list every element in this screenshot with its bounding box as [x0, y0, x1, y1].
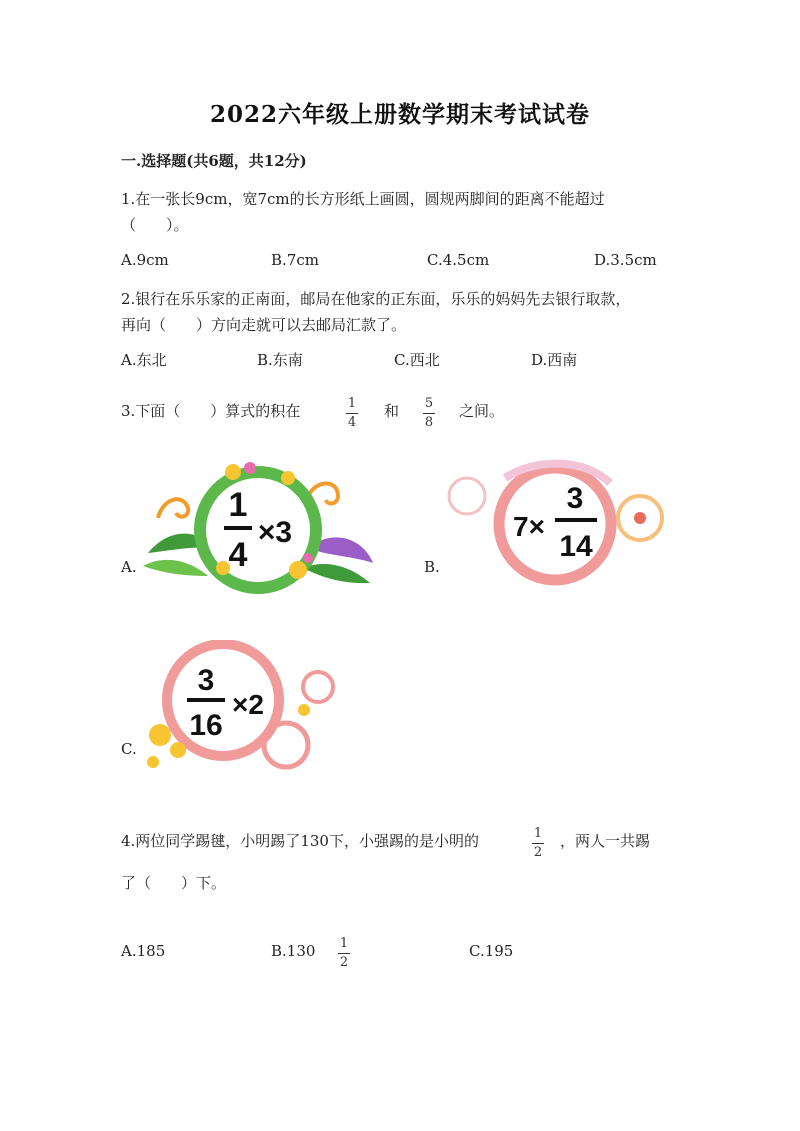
- swirl-shape: [158, 499, 188, 518]
- q4-option-b-fraction-numerator: 1: [339, 936, 349, 951]
- flower-shape: [244, 462, 256, 474]
- q3-fraction-2-denominator: 8: [424, 415, 434, 430]
- fraction-bar: [338, 953, 350, 954]
- fraction-bar: [224, 526, 252, 530]
- small-ring: [449, 478, 485, 514]
- q4-fraction: [532, 826, 544, 861]
- q3-option-c-label: C.: [121, 740, 137, 758]
- option-b-lead: 7×: [513, 511, 545, 542]
- q1-option-d: D.3.5cm: [594, 251, 657, 269]
- question-3-mid: 和: [384, 402, 400, 420]
- q3-fraction-1-numerator: 1: [347, 396, 357, 411]
- q1-option-a: A.9cm: [121, 251, 169, 269]
- question-2-line1: 2.银行在乐乐家的正南面，邮局在他家的正东面，乐乐的妈妈先去银行取款，: [121, 290, 631, 308]
- question-1: [121, 186, 605, 238]
- q3-option-a-label: A.: [121, 558, 137, 576]
- q2-option-b: B.东南: [257, 351, 303, 369]
- question-3-prefix: 3.下面（ ）算式的积在: [121, 402, 301, 420]
- q2-option-c: C.西北: [394, 351, 440, 369]
- option-c-denominator: 16: [189, 709, 223, 742]
- option-a-numerator: 1: [228, 486, 248, 524]
- flower-shape: [289, 561, 307, 579]
- flower-shape: [225, 464, 241, 480]
- q3-option-c-image: [138, 640, 348, 780]
- question-3-suffix: 之间。: [459, 402, 505, 420]
- flower-shape: [303, 553, 313, 563]
- option-c-numerator: 3: [197, 664, 215, 697]
- q3-option-b-label: B.: [424, 558, 440, 576]
- leaf-shape: [303, 564, 370, 583]
- section-heading: 一.选择题(共6题，共12分): [121, 152, 307, 170]
- q3-option-b-image: [445, 458, 675, 588]
- flower-shape: [149, 724, 171, 746]
- q3-fraction-2-numerator: 5: [424, 396, 434, 411]
- fraction-bar: [346, 413, 358, 414]
- fraction-bar: [423, 413, 435, 414]
- q3-fraction-1: [346, 396, 358, 431]
- question-4-line2: 了（ ）下。: [121, 874, 227, 892]
- leaf-shape: [143, 560, 208, 576]
- question-1-line2: （ ）。: [121, 216, 189, 234]
- page-title: 2022六年级上册数学期末考试试卷: [209, 101, 590, 128]
- q2-option-a: A.东北: [121, 351, 167, 369]
- question-1-line1: 1.在一张长9cm，宽7cm的长方形纸上画圆，圆规两脚间的距离不能超过: [121, 190, 605, 208]
- q3-option-a-image: [138, 458, 378, 598]
- option-a-denominator: 4: [228, 536, 248, 574]
- flower-shape: [147, 756, 159, 768]
- fraction-bar: [555, 518, 597, 522]
- q4-option-b: B.130: [271, 942, 316, 960]
- q3-fraction-1-denominator: 4: [347, 415, 357, 430]
- q4-option-b-fraction-denominator: 2: [339, 955, 349, 970]
- small-ring: [303, 672, 333, 702]
- question-4-line1-end: ，两人一共踢: [560, 832, 651, 850]
- question-2-line2: 再向（ ）方向走就可以去邮局汇款了。: [121, 316, 407, 334]
- flower-shape: [281, 471, 295, 485]
- flower-shape: [170, 742, 186, 758]
- q4-option-c: C.195: [469, 942, 514, 960]
- q4-fraction-denominator: 2: [533, 845, 543, 860]
- q4-option-a: A.185: [121, 942, 166, 960]
- q1-option-b: B.7cm: [271, 251, 319, 269]
- fraction-bar: [532, 843, 544, 844]
- q4-option-b-fraction: [338, 936, 350, 971]
- fraction-bar: [187, 698, 225, 702]
- q4-fraction-numerator: 1: [533, 826, 543, 841]
- flower-shape: [298, 704, 310, 716]
- option-a-operator: ×3: [257, 516, 293, 549]
- option-c-operator: ×2: [232, 689, 264, 720]
- q3-fraction-2: [423, 396, 435, 431]
- q2-option-d: D.西南: [531, 351, 578, 369]
- option-b-denominator: 14: [559, 530, 593, 563]
- q1-option-c: C.4.5cm: [427, 251, 490, 269]
- question-2: [121, 286, 630, 338]
- question-4-line1: 4.两位同学踢毽，小明踢了130下，小强踢的是小明的: [121, 832, 479, 850]
- option-b-numerator: 3: [566, 482, 584, 515]
- lotus-shape: [634, 512, 646, 524]
